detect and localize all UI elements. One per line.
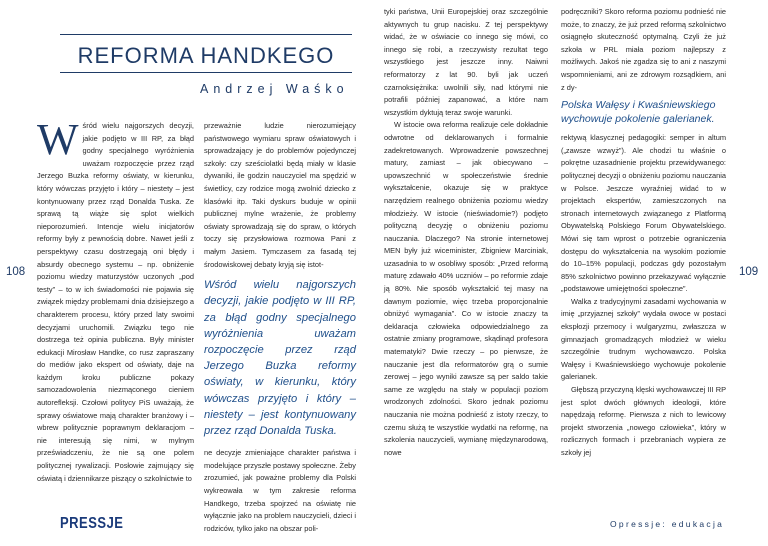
left-column-1 [37,115,194,485]
right-column-1 [384,6,548,459]
magazine-logo: PRESSJE [60,513,124,532]
body-paragraph: śród wielu najgorszych decyzji, jakie podjęto w III RP, za błąd godny specjalnego wyróżnienia uważam rozpoczęcie przez rząd Jerzego Buzka reformy oświaty, w kierunku, który wówczas przyjęto i który – niestety – jest kontynuowany przez rząd Donalda Tuska. Ze sprawą tą wiąże się splot wielkich nieporozumień. Intencje wielu inicjatorów reformy były z pewnością dobre. Nawet jeśli z perspektywy czasu dostrzegają oni błędy i absurdy obecnego systemu – np. obniżenie poziomu wiedzy maturzystów uczonych „pod testy” – to w ich świadomości nie pojawia się związek między problemami dnia dzisiejszego a charakterem procesu, który przed laty swoimi decyzjami uruchomili. Związku tego nie dostrzega też opinia publiczna. Były minister edukacji Mirosław Handke, co rusz zapraszany do mediów jako ekspert od oświaty, daje na każdym kroku publiczne pokazy samozadowolenia niezmąconego cieniem autorefleksji. Czołowi politycy PiS uważają, że sprawy oświatowe mają charakter branżowy i – wbrew politycznie poprawnym deklaracjom – nie interesują się nimi, w mylnym przeświadczeniu, że nie są one polem politycznej rywalizacji. Posłowie zajmujący się oświatą i dziennikarze piszący o szkolnictwie to [37,121,194,483]
body-paragraph: W istocie owa reforma realizuje cele dokładnie odwrotne od deklarowanych i formalnie zadekretowanych. Wprowadzenie powszechnej matury, zamiast – jak obiecywano – upowszechnić w społeczeństwie średnie wykształcenie, okazuje się w praktyce narzędziem realnego obniżenia poziomu wiedzy młodzieży. W istocie (nieświadomie?) podjęto polityczną decyzję o obniżeniu poziomu nauczania. Dlaczego? Na stronie internetowej MEN były już wiceminister, Zbigniew Marciniak, uzasadnia to w osobliwy sposób: „Przed reformą maturę zdawało 40% uczniów – po reformie zdaje ją 80%. Nie sposób wykształcić tej masy na dawnym poziomie, więc trzeba proporcjonalnie obniżyć wymagania”. Co w istocie znaczy ta deklaracja człowieka odpowiedzialnego za ostatnie zmiany programowe, skądinąd profesora matematyki? Dwie rzeczy – po pierwsze, że nauczanie jest dla reformatorów grą o sumie zerowej – jego wyniki zawsze są per saldo takie same ze względu na stały w populacji poziom wrodzonych zdolności. Skoro jednak poziomu nauczania nie można podnieść z istoty rzeczy, to czemu służą te wszystkie wydatki na reformę, na szkolenia nauczycieli, wymianę międzynarodową, nowe [384,120,548,457]
right-column-2 [561,6,726,460]
body-paragraph: rektywą klasycznej pedagogiki: semper in altum („zawsze wzwyż”). Ale chodzi tu właśnie o pokrętne uzasadnienie projektu przewidywanego: politycznej decyzji o obniżeniu poziomu nauczania w Polsce. Jeszcze wyraźniej widać to w projektach ekspertów, zamieszczonych na stronach internetowych związanego z Platformą Obywatelską Polskiego Forum Obywatelskiego. Mówi się tam wprost o potrzebie ograniczenia dostępu do wykształcenia na wysokim poziomie do 10–15% populacji, podczas gdy pozostałym 85% szkolnictwo powinno przekazywać wyłącznie „podstawowe umiejętności społeczne”. [561,133,726,294]
author-name: Andrzej Waśko [200,82,349,96]
body-paragraph: Walka z tradycyjnymi zasadami wychowania w imię „przyjaznej szkoły” wydała owoce w postaci ekspłozji przemocy i wulgaryzmu, zwłaszcza w gimnazjach gromadzących młodzież w wieku szczególnie trudnym wychowawczo. Polska Wałęsy i Kwaśniewskiego wychowuje pokolenie galerianek. [561,296,726,382]
body-paragraph: ne decyzje zmieniające charakter państwa i modelujące przyszłe postawy społeczne. Żeby zrozumieć, jak poważne problemy dla Polski wykreowała w tym zakresie reforma Handkego, trzeba spojrzeć na oświatę nie wyłącznie jako na problem nauczycieli, dzieci i rodziców, tylko jako na obszar poli- [204,448,356,533]
title-rule-top [60,34,352,35]
left-column-2 [204,120,356,535]
drop-cap: W [37,115,79,164]
body-paragraph: przeważnie ludzie nierozumiejący państwowego wymiaru spraw oświatowych i sprowadzający je do problemów pojedynczej szkoły: czy sześciolatki będą miały w klasie dywaniki, ile godzin nauczyciel ma spędzić w świetlicy, czy rodzice mogą zwolnić dziecko z klasówki itp. Taki dyskurs buduje w opinii publicznej mylne wrażenie, że problemy oświaty sprowadzają się do spraw, o których toczy się przysłowiowa rozmowa Pani z małym Jasiem. Tymczasem za fasadą tej środowiskowej debaty kryją się istot- [204,121,356,269]
page-number-left: 108 [6,266,26,278]
body-paragraph: tyki państwa, Unii Europejskiej oraz szczególnie aktywnych tu grup nacisku. Z tej perspektywy widać, że w oświacie co innego się mówi, co innego się robi, a rzeczywisty rezultat tego wszystkiego jest jeszcze inny. Naiwni reformatorzy z lat 90. byli jak uczeń czarnoksiężnika: uwolnili siły, nad którymi nie potrafili później zapanować, a które nam wszystkim dyktują teraz swoje warunki. [384,7,548,117]
article-title: REFORMA HANDKEGO [77,43,335,68]
title-rule-bottom [60,72,352,73]
page-number-right: 109 [739,266,759,278]
body-paragraph: Głębszą przyczyną klęski wychowawczej III RP jest splot dwóch głównych ideologii, które napędzają reformę. Pierwsza z nich to lewicowy projekt stworzenia „nowego człowieka”, który w rozlicznych formach i przebraniach wypiera ze szkoły jej [561,385,726,457]
pull-quote: Wśród wielu najgorszych decyzji, jakie podjęto w III RP, za błąd godny specjalnego wyróżnienia uważam rozpoczęcie przez rząd Jerzego Buzka reformy oświaty, w kierunku, który wówczas przyjęto i który – niestety – jest kontynuowany przez rząd Donalda Tuska. [204,279,356,437]
pull-quote: Polska Wałęsy i Kwaśniewskiego wychowuje pokolenie galerianek. [561,99,716,126]
right-page [384,0,768,546]
section-label: Opressje: edukacja [610,519,725,529]
body-paragraph: podręczniki? Skoro reforma poziomu podnieść nie może, to znaczy, że już przed reformą szkolnictwo osiągnęło skuteczność optymalną. Czyli że już szkoła w PRL miała poziom najlepszy z możliwych. Jakoś nie zgadza się to ani z naszymi wspomnieniami, ani ze zdrowym rozsądkiem, ani z dy- [561,7,726,92]
